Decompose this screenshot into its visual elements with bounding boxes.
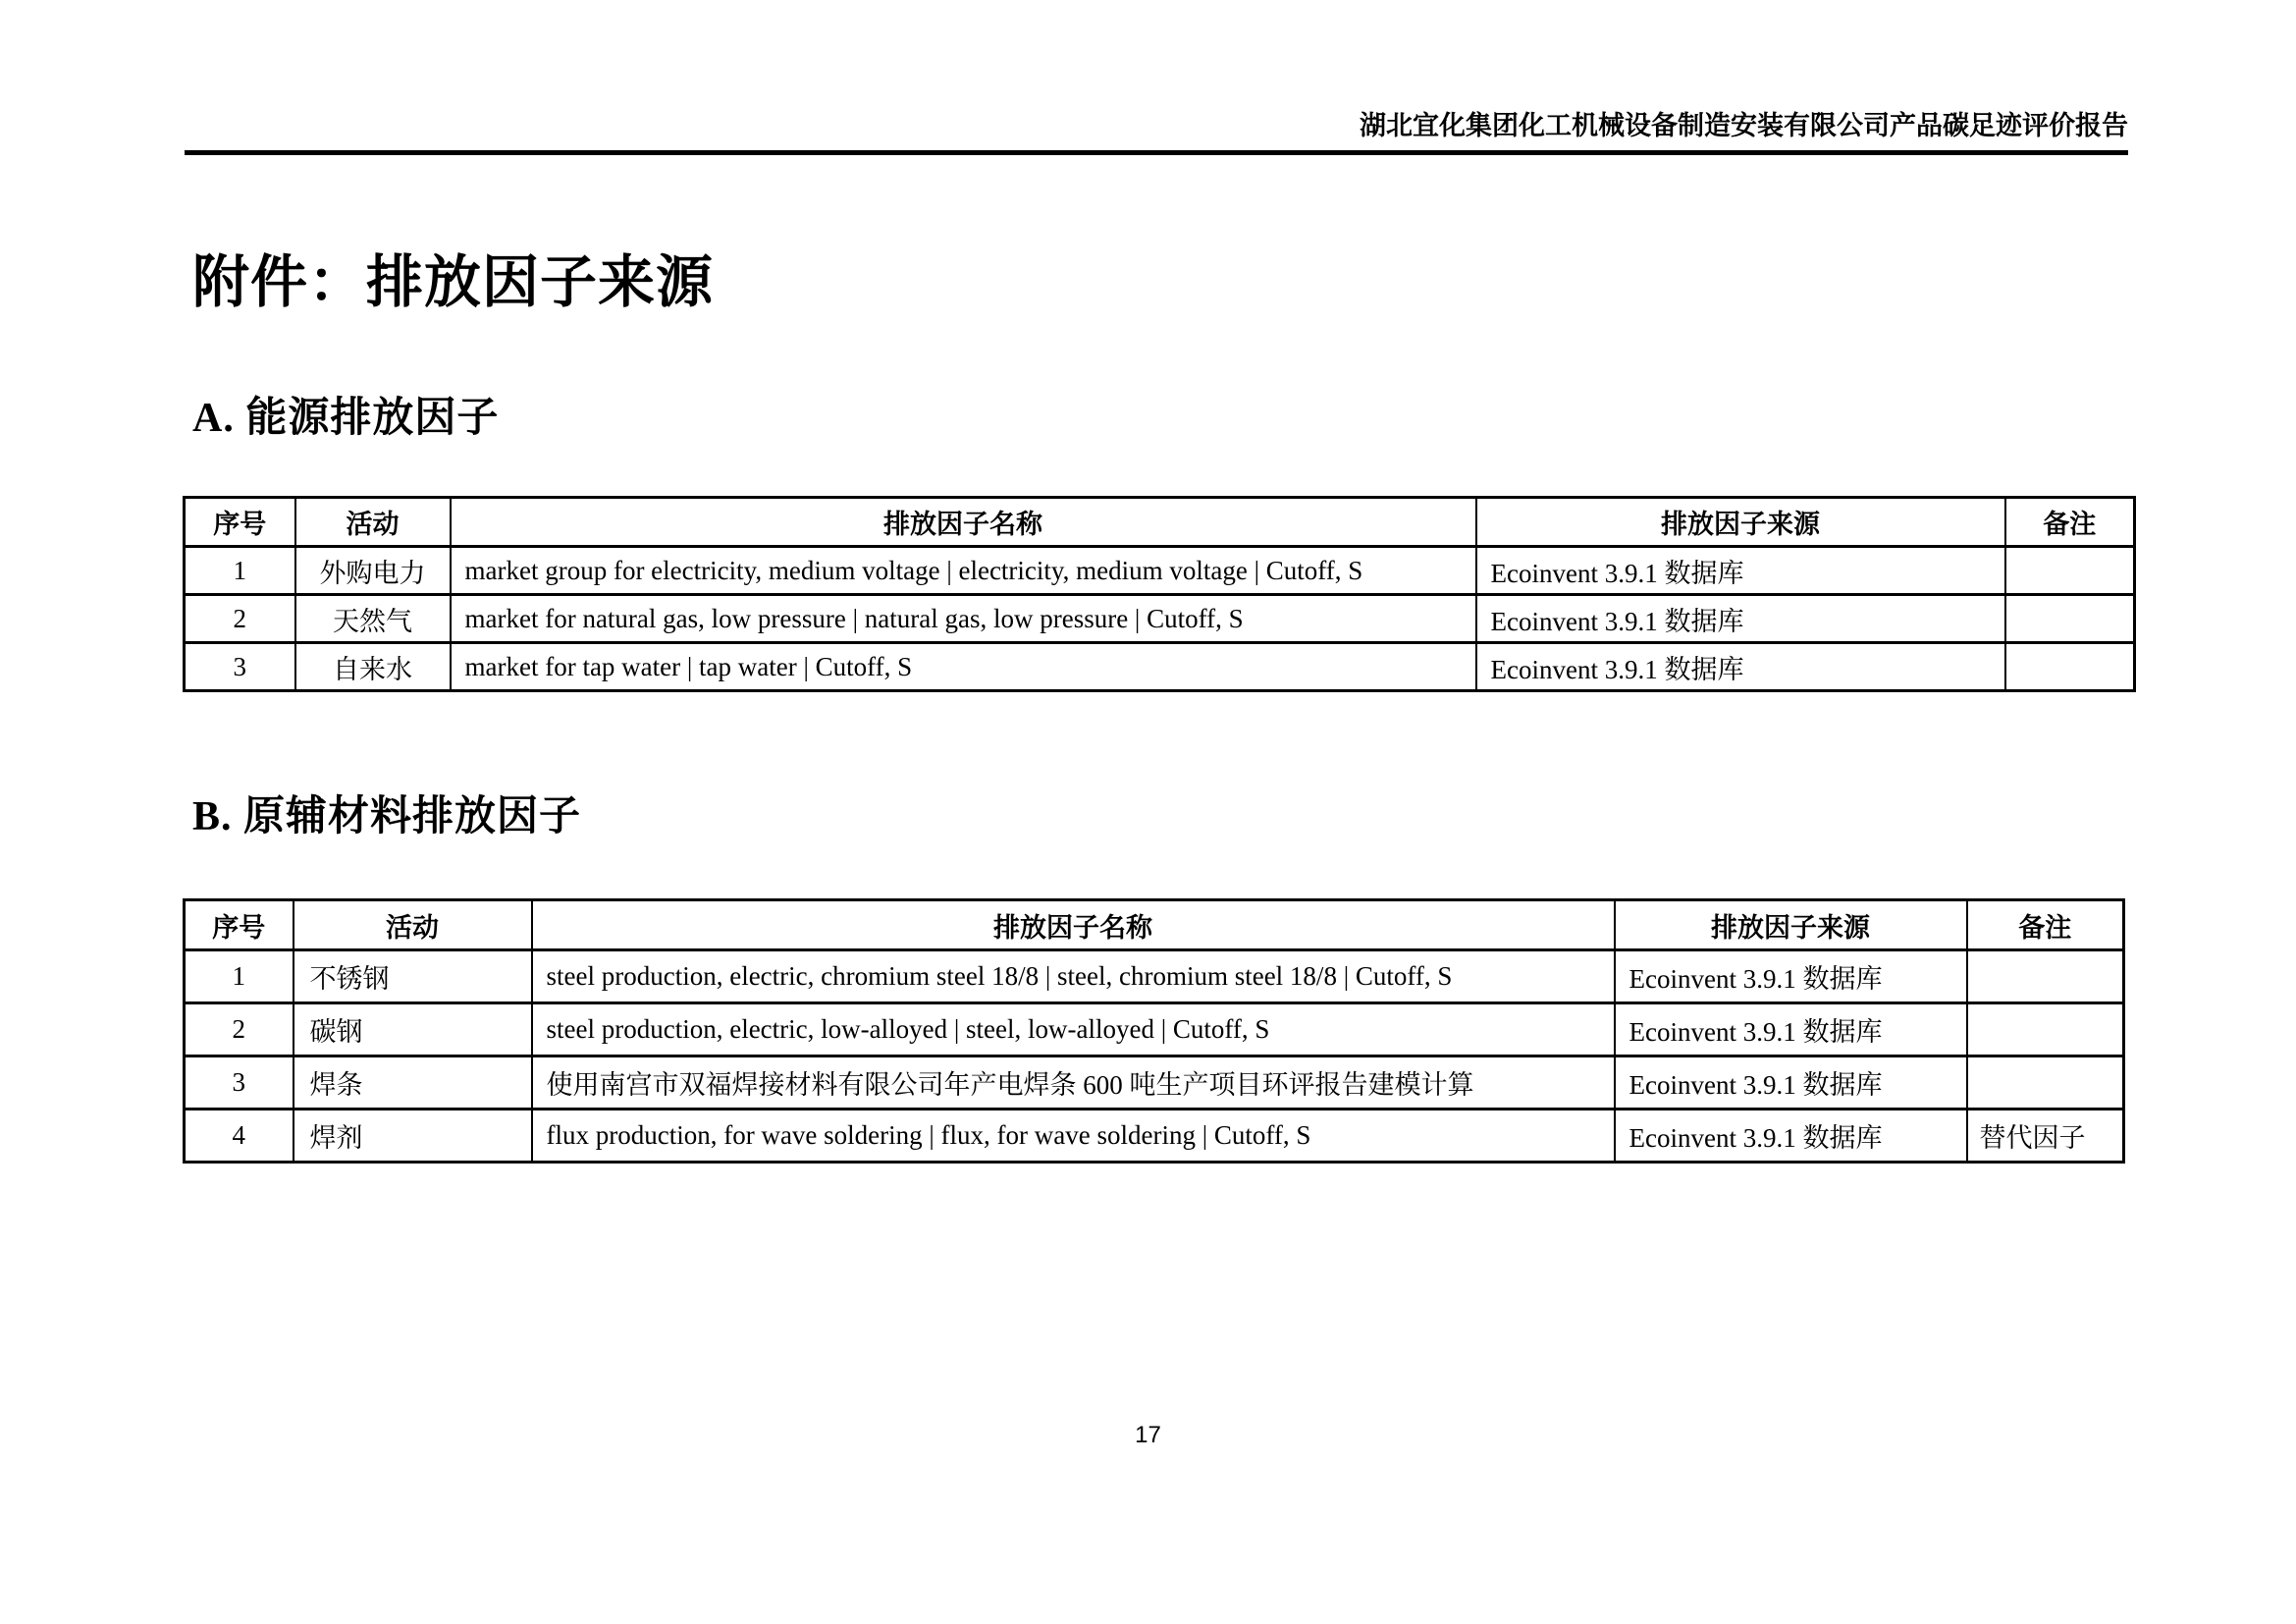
section-a-heading: A. 能源排放因子 [192,396,500,441]
page-number: 17 [1135,1422,1161,1448]
table-row [185,643,2135,691]
table-header-row [185,900,2124,950]
col-header-factor-name: 排放因子名称 [532,900,1615,950]
col-header-factor-name: 排放因子名称 [451,498,1476,547]
table-row [185,595,2135,643]
cell-activity: 碳钢 [294,1003,532,1056]
col-header-index: 序号 [185,900,294,950]
section-b-heading: B. 原辅材料排放因子 [192,794,582,839]
table-header-row [185,498,2135,547]
cell-remark: 替代因子 [1967,1110,2124,1163]
table-row [185,547,2135,595]
col-header-activity: 活动 [294,900,532,950]
cell-factor-source: Ecoinvent 3.9.1 数据库 [1476,643,2005,691]
cell-index: 1 [185,950,294,1003]
cell-remark [2005,643,2135,691]
cell-remark [2005,547,2135,595]
cell-remark [1967,1003,2124,1056]
cell-remark [2005,595,2135,643]
cell-remark [1967,1056,2124,1110]
table-row [185,1110,2124,1163]
cell-factor-source: Ecoinvent 3.9.1 数据库 [1615,950,1967,1003]
cell-activity: 自来水 [295,643,451,691]
cell-index: 2 [185,1003,294,1056]
cell-factor-name: market for tap water | tap water | Cutoff, S [451,643,1476,691]
cell-index: 3 [185,1056,294,1110]
header-rule [185,150,2128,155]
cell-activity: 焊剂 [294,1110,532,1163]
cell-activity: 天然气 [295,595,451,643]
col-header-activity: 活动 [295,498,451,547]
col-header-index: 序号 [185,498,295,547]
cell-factor-name: 使用南宫市双福焊接材料有限公司年产电焊条 600 吨生产项目环评报告建模计算 [532,1056,1615,1110]
col-header-remark: 备注 [2005,498,2135,547]
running-header: 湖北宜化集团化工机械设备制造安装有限公司产品碳足迹评价报告 [1360,111,2128,140]
cell-factor-name: steel production, electric, chromium steel 18/8 | steel, chromium steel 18/8 | Cutoff, S [532,950,1615,1003]
page-title: 附件：排放因子来源 [192,250,715,314]
cell-factor-source: Ecoinvent 3.9.1 数据库 [1476,547,2005,595]
table-row [185,1056,2124,1110]
cell-activity: 外购电力 [295,547,451,595]
cell-activity: 不锈钢 [294,950,532,1003]
col-header-factor-source: 排放因子来源 [1615,900,1967,950]
cell-factor-source: Ecoinvent 3.9.1 数据库 [1476,595,2005,643]
energy-emission-factors-table [183,496,2136,692]
col-header-factor-source: 排放因子来源 [1476,498,2005,547]
cell-factor-name: steel production, electric, low-alloyed | steel, low-alloyed | Cutoff, S [532,1003,1615,1056]
cell-remark [1967,950,2124,1003]
cell-factor-name: market group for electricity, medium voltage | electricity, medium voltage | Cutoff, S [451,547,1476,595]
raw-material-emission-factors-table [183,898,2125,1164]
cell-index: 1 [185,547,295,595]
table-row [185,1003,2124,1056]
cell-factor-name: market for natural gas, low pressure | natural gas, low pressure | Cutoff, S [451,595,1476,643]
cell-index: 4 [185,1110,294,1163]
cell-factor-name: flux production, for wave soldering | flux, for wave soldering | Cutoff, S [532,1110,1615,1163]
cell-index: 2 [185,595,295,643]
cell-index: 3 [185,643,295,691]
cell-factor-source: Ecoinvent 3.9.1 数据库 [1615,1056,1967,1110]
cell-factor-source: Ecoinvent 3.9.1 数据库 [1615,1003,1967,1056]
table-row [185,950,2124,1003]
col-header-remark: 备注 [1967,900,2124,950]
cell-factor-source: Ecoinvent 3.9.1 数据库 [1615,1110,1967,1163]
cell-activity: 焊条 [294,1056,532,1110]
